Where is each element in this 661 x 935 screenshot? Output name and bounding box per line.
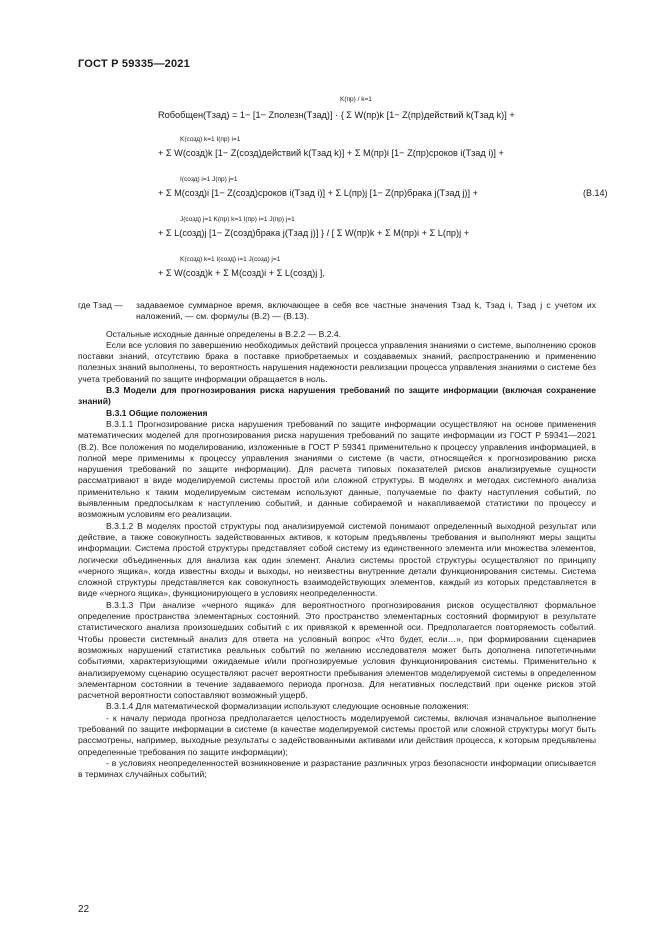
list-item: - к началу периода прогноза предполагается целостность моделируемой системы, включая изначальное выполнение требований по защите информации в системе (в качестве моделируемой системы простой или сложной структуры могут быть рассмотрены, например, выходные результаты с задействованными активами или действия процесса, к которым предъявлены определенные требования по защите информации);: [78, 712, 596, 757]
formula-line-1: Rобобщен(Tзад) = 1− [1− Zполезн(Tзад)] · { Σ W(пр)k [1− Z(пр)действий k(Tзад k)] +: [158, 110, 515, 120]
formula-number: (В.14): [583, 188, 608, 198]
formula-limits-3: I(созд) i=1 J(пр) j=1: [180, 176, 238, 183]
where-label: где Tзад —: [78, 300, 123, 310]
list-item: - в условиях неопределенностей возникновение и разрастание различных угроз безопасности информации описывается в терминах случайных событий;: [78, 757, 596, 780]
formula-line-3: + Σ M(созд)i [1− Z(созд)сроков i(Tзад i)] + Σ L(пр)j [1− Z(пр)брака j(Tзад j)] +: [158, 188, 478, 198]
formula-line-4: + Σ L(созд)j [1− Z(созд)брака j(Tзад j)] } / [ Σ W(пр)k + Σ M(пр)i + Σ L(пр)j +: [158, 228, 470, 238]
formula-limits-4: J(созд) j=1 K(пр) k=1 I(пр) i=1 J(пр) j=1: [180, 216, 295, 223]
paragraph: В.3.1.4 Для математической формализации используют следующие основные положения:: [106, 701, 469, 712]
paragraph: Остальные исходные данные определены в В.2.2 — В.2.4.: [106, 328, 342, 339]
section-heading: В.3 Модели для прогнозирования риска нарушения требований по защите информации (включая сохранение знаний): [78, 385, 596, 407]
paragraph: В.3.1.1 Прогнозирование риска нарушения требований по защите информации осуществляют на основе применения математических моделей для прогнозирования риска нарушения требований по защите информации из ГОСТ Р 59341—2021 (В.2). Все положения по моделированию, изложенные в ГОСТ Р 59341 применительно к процессу управления информацией, в полной мере применимы к процессу управления знаниями о системе (в части, относящейся к прогнозированию риска нарушения требований по защите информации). Для расчета типовых показателей рисков анализируемые сущности рассматривают в виде моделируемой системы простой или сложной структуры. В моделях и методах системного анализа применительно к таким моделируемым системам используют данные, получаемые по факту наступления событий, по выявленным предпосылкам к наступлению событий, и данные собираемой и накапливаемой статистики по процессу и возможным условиям его реализации.: [78, 418, 596, 520]
where-text: задаваемое суммарное время, включающее в себя все частные значения Tзад k, Tзад i, Tзад j с учетом их наложений, — см. формулы (В.2) — (В.13).: [136, 300, 596, 322]
formula-limits-5: K(созд) k=1 I(созд) i=1 J(созд) j=1: [180, 256, 281, 263]
document-body: [78, 300, 596, 780]
document-header: ГОСТ Р 59335—2021: [78, 58, 190, 70]
formula-limits-2: K(созд) k=1 I(пр) i=1: [180, 136, 241, 143]
paragraph: Если все условия по завершению необходимых действий процесса управления знаниями о системе, выполнению сроков поставки знаний, отсутствию брака в поставке приобретаемых и создаваемых знаний, распространению и применению полезных знаний выполнены, то вероятность нарушения надежности реализации процесса управления знаниями о системе без учета требований по защите информации обращается в ноль.: [78, 339, 596, 384]
formula-line-5: + Σ W(созд)k + Σ M(созд)i + Σ L(созд)j ],: [158, 268, 325, 278]
formula-b14: [150, 92, 610, 292]
page-number: 22: [78, 904, 90, 915]
subsection-heading: В.3.1 Общие положения: [106, 407, 208, 418]
paragraph: В.3.1.3 При анализе «черного ящика» для вероятностного прогнозирования рисков осуществляют формальное определение пространства элементарных состояний. Это пространство элементарных состояний формируют в результате статистического анализа произошедших событий с их привязкой к временной оси. Предполагается повторяемость событий. Чтобы провести системный анализ для ответа на условный вопрос «Что будет, если…», при формировании сценариев возможных нарушений статистика реальных событий по желанию исследователя может быть дополнена гипотетичными событиями, характеризующими ожидаемые и/или прогнозируемые условия функционирования системы. Применительно к анализируемому сценарию осуществляют расчет вероятности пребывания элементов моделируемой системы в определенном элементарном состоянии в течение задаваемого периода прогноза. Для негативных последствий при оценке рисков этой расчетной вероятности сопоставляют возможный ущерб.: [78, 599, 596, 701]
formula-limits-1: K(пр) / k=1: [340, 96, 372, 103]
where-clause: [78, 300, 596, 323]
formula-line-2: + Σ W(созд)k [1− Z(созд)действий k(Tзад k)] + Σ M(пр)i [1− Z(пр)сроков i(Tзад i)] +: [158, 148, 504, 158]
paragraph: В.3.1.2 В моделях простой структуры под анализируемой системой понимают определенный выходной результат или действие, а также совокупность задействованных активов, к которым предъявлены требования и выполняют меры защиты информации. Система простой структуры представляет собой систему из единственного элемента или множества элементов, логически объединенных для анализа как один элемент. Анализ системы простой структуры осуществляют по принципу «черного ящика», когда известны входы и выходы, но неизвестны внутренние детали функционирования системы. Система сложной структуры представляется как совокупность взаимодействующих элементов, каждый из которых представляется в виде «черного ящика», функционирующего в условиях неопределенности.: [78, 520, 596, 599]
